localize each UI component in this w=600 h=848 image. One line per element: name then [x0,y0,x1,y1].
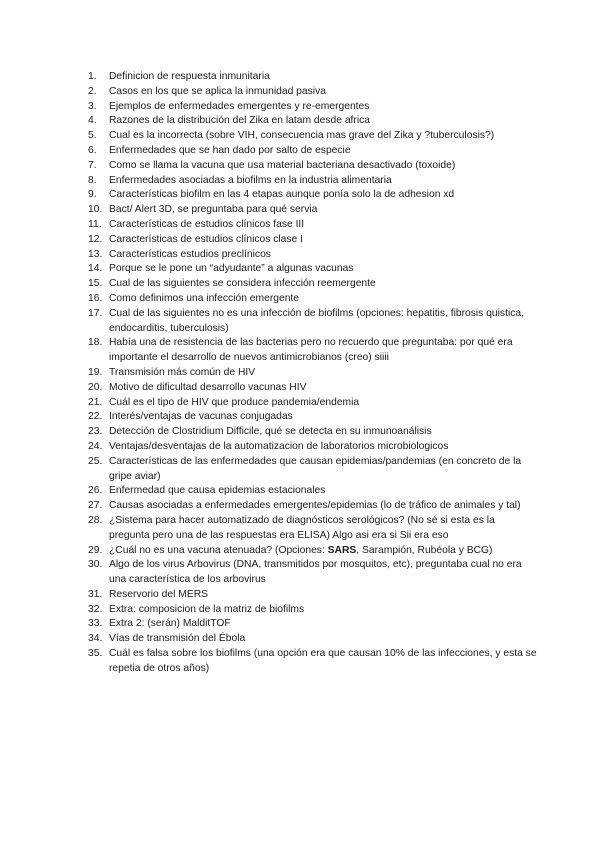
question-number: 23. [88,426,103,438]
question-number: 15. [88,278,103,290]
question-number: 16. [88,292,103,304]
question-text: Interés/ventajas de vacunas conjugadas [109,411,293,423]
question-number: 19. [88,366,103,378]
question-item [88,100,538,115]
question-text: ¿Sistema para hacer automatizado de diagnósticos serológicos? (No sé si esta es la pregunta pero una de las respuestas era ELISA) Algo asi era si Sii era eso [109,514,495,541]
question-number: 8. [88,174,97,186]
question-number: 12. [88,233,103,245]
question-text: Causas asociadas a enfermedades emergentes/epidemias (lo de tráfico de animales y tal) [109,500,521,512]
question-number: 17. [88,307,103,319]
question-text: Motivo de dificultad desarrollo vacunas HIV [109,381,307,393]
question-item [88,233,538,248]
question-text: Transmisión más común de HIV [109,366,256,378]
question-item [88,499,538,514]
question-item [88,484,538,499]
question-item [88,262,538,277]
question-item [88,144,538,159]
question-item [88,307,538,337]
question-number: 25. [88,455,103,467]
question-item [88,425,538,440]
question-item [88,174,538,189]
question-number: 35. [88,648,103,660]
question-text: Extra 2: (serán) MalditTOF [109,618,231,630]
question-number: 13. [88,248,103,260]
question-number: 11. [88,218,102,230]
question-text: Detección de Clostridium Difficile, qué se detecta en su inmunoanálisis [109,426,432,438]
question-item [88,440,538,455]
question-text: Características de las enfermedades que causan epidemias/pandemias (en concreto de la gripe aviar) [109,455,522,482]
question-item [88,70,538,85]
question-item [88,396,538,411]
question-number: 3. [88,100,97,112]
question-item [88,588,538,603]
question-text: Vías de transmisión del Ébola [109,633,246,645]
question-number: 26. [88,485,103,497]
question-text: Características de estudios clínicos fase III [109,218,305,230]
question-number: 5. [88,130,97,142]
question-number: 4. [88,115,97,127]
question-number: 18. [88,337,103,349]
question-text: Cual de las siguientes no es una infección de biofilms (opciones: hepatitis, fibrosis quistica, endocarditis, tuberculosis) [109,307,524,334]
question-text [109,544,538,559]
question-text: Había una de resistencia de las bacterias pero no recuerdo que preguntaba: por qué era importante el desarrollo de nuevos antimicrobianos (creo) siiii [109,337,513,364]
question-number: 30. [88,559,103,571]
question-text: Razones de la distribución del Zika en latam desde africa [109,115,370,127]
question-item [88,292,538,307]
question-item [88,277,538,292]
bold-answer: SARS [327,544,357,556]
question-item [88,617,538,632]
question-text: Ejemplos de enfermedades emergentes y re-emergentes [109,100,370,112]
question-number: 21. [88,396,103,408]
question-list [88,70,538,677]
question-number: 20. [88,381,103,393]
question-number: 10. [88,204,103,216]
question-item [88,366,538,381]
question-item [88,632,538,647]
question-number: 7. [88,159,97,171]
question-number: 31. [88,588,103,600]
question-item [88,159,538,174]
question-text: Enfermedades asociadas a biofilms en la industria alimentaria [109,174,392,186]
question-text: Como definimos una infección emergente [109,292,300,304]
question-text: Enfermedades que se han dado por salto de especie [109,144,351,156]
question-text: Definicion de respuesta inmunitaria [109,71,270,82]
question-item [88,455,538,485]
question-item [88,381,538,396]
question-text: Características estudios preclínicos [109,248,271,260]
question-number: 33. [88,618,103,630]
question-number: 24. [88,440,103,452]
question-item [88,188,538,203]
question-text: Algo de los virus Arbovirus (DNA, transmitidos por mosquitos, etc), preguntaba cual no era una característica de los arbovirus [109,559,522,586]
question-number: 14. [88,263,103,275]
question-text: Extra: composicion de la matriz de biofilms [109,603,305,615]
question-item [88,603,538,618]
question-text: Cuál es falsa sobre los biofilms (una opción era que causan 10% de las infecciones, y esta se repetia de otros años) [109,648,537,674]
question-item [88,410,538,425]
question-text: Casos en los que se aplica la inmunidad pasiva [109,85,326,97]
question-item [88,514,538,544]
question-text: Cuál es el tipo de HIV que produce pandemia/endemia [109,396,360,408]
question-item [88,114,538,129]
question-text: Ventajas/desventajas de la automatizacion de laboratorios microbiologicos [109,440,449,452]
question-item [88,336,538,366]
question-text: Cual es la incorrecta (sobre VIH, consecuencia mas grave del Zika y ?tuberculosis?) [109,130,495,142]
question-text: Cual de las siguientes se considera infección reemergente [109,278,376,290]
question-item [88,558,538,588]
question-item [88,647,538,677]
question-text: Bact/ Alert 3D, se preguntaba para qué servia [109,204,318,216]
question-number: 27. [88,500,103,512]
question-number: 29. [88,544,103,556]
question-number: 22. [88,411,103,423]
question-text: Reservorio del MERS [109,588,208,600]
question-number: 34. [88,633,103,645]
question-item [88,85,538,100]
question-text: Características biofilm en las 4 etapas aunque ponía solo la de adhesion xd [109,189,455,201]
question-item [88,544,538,559]
question-text: Porque se le pone un “adyudante” a algunas vacunas [109,263,354,275]
question-number: 1. [88,71,97,82]
question-item [88,129,538,144]
question-number: 32. [88,603,103,615]
question-text: Como se llama la vacuna que usa material bacteriana desactivado (toxoide) [109,159,456,171]
question-text-part: ¿Cuál no es una vacuna atenuada? (Opciones: [109,544,328,556]
question-number: 2. [88,85,97,97]
question-text-part: , Sarampión, Rubéola y BCG) [356,544,493,556]
question-text: Características de estudios clínicos clase I [109,233,304,245]
question-item [88,218,538,233]
question-number: 28. [88,514,103,526]
question-item [88,248,538,263]
question-number: 6. [88,144,97,156]
question-item [88,203,538,218]
question-number: 9. [88,189,97,201]
question-text: Enfermedad que causa epidemias estacionales [109,485,326,497]
